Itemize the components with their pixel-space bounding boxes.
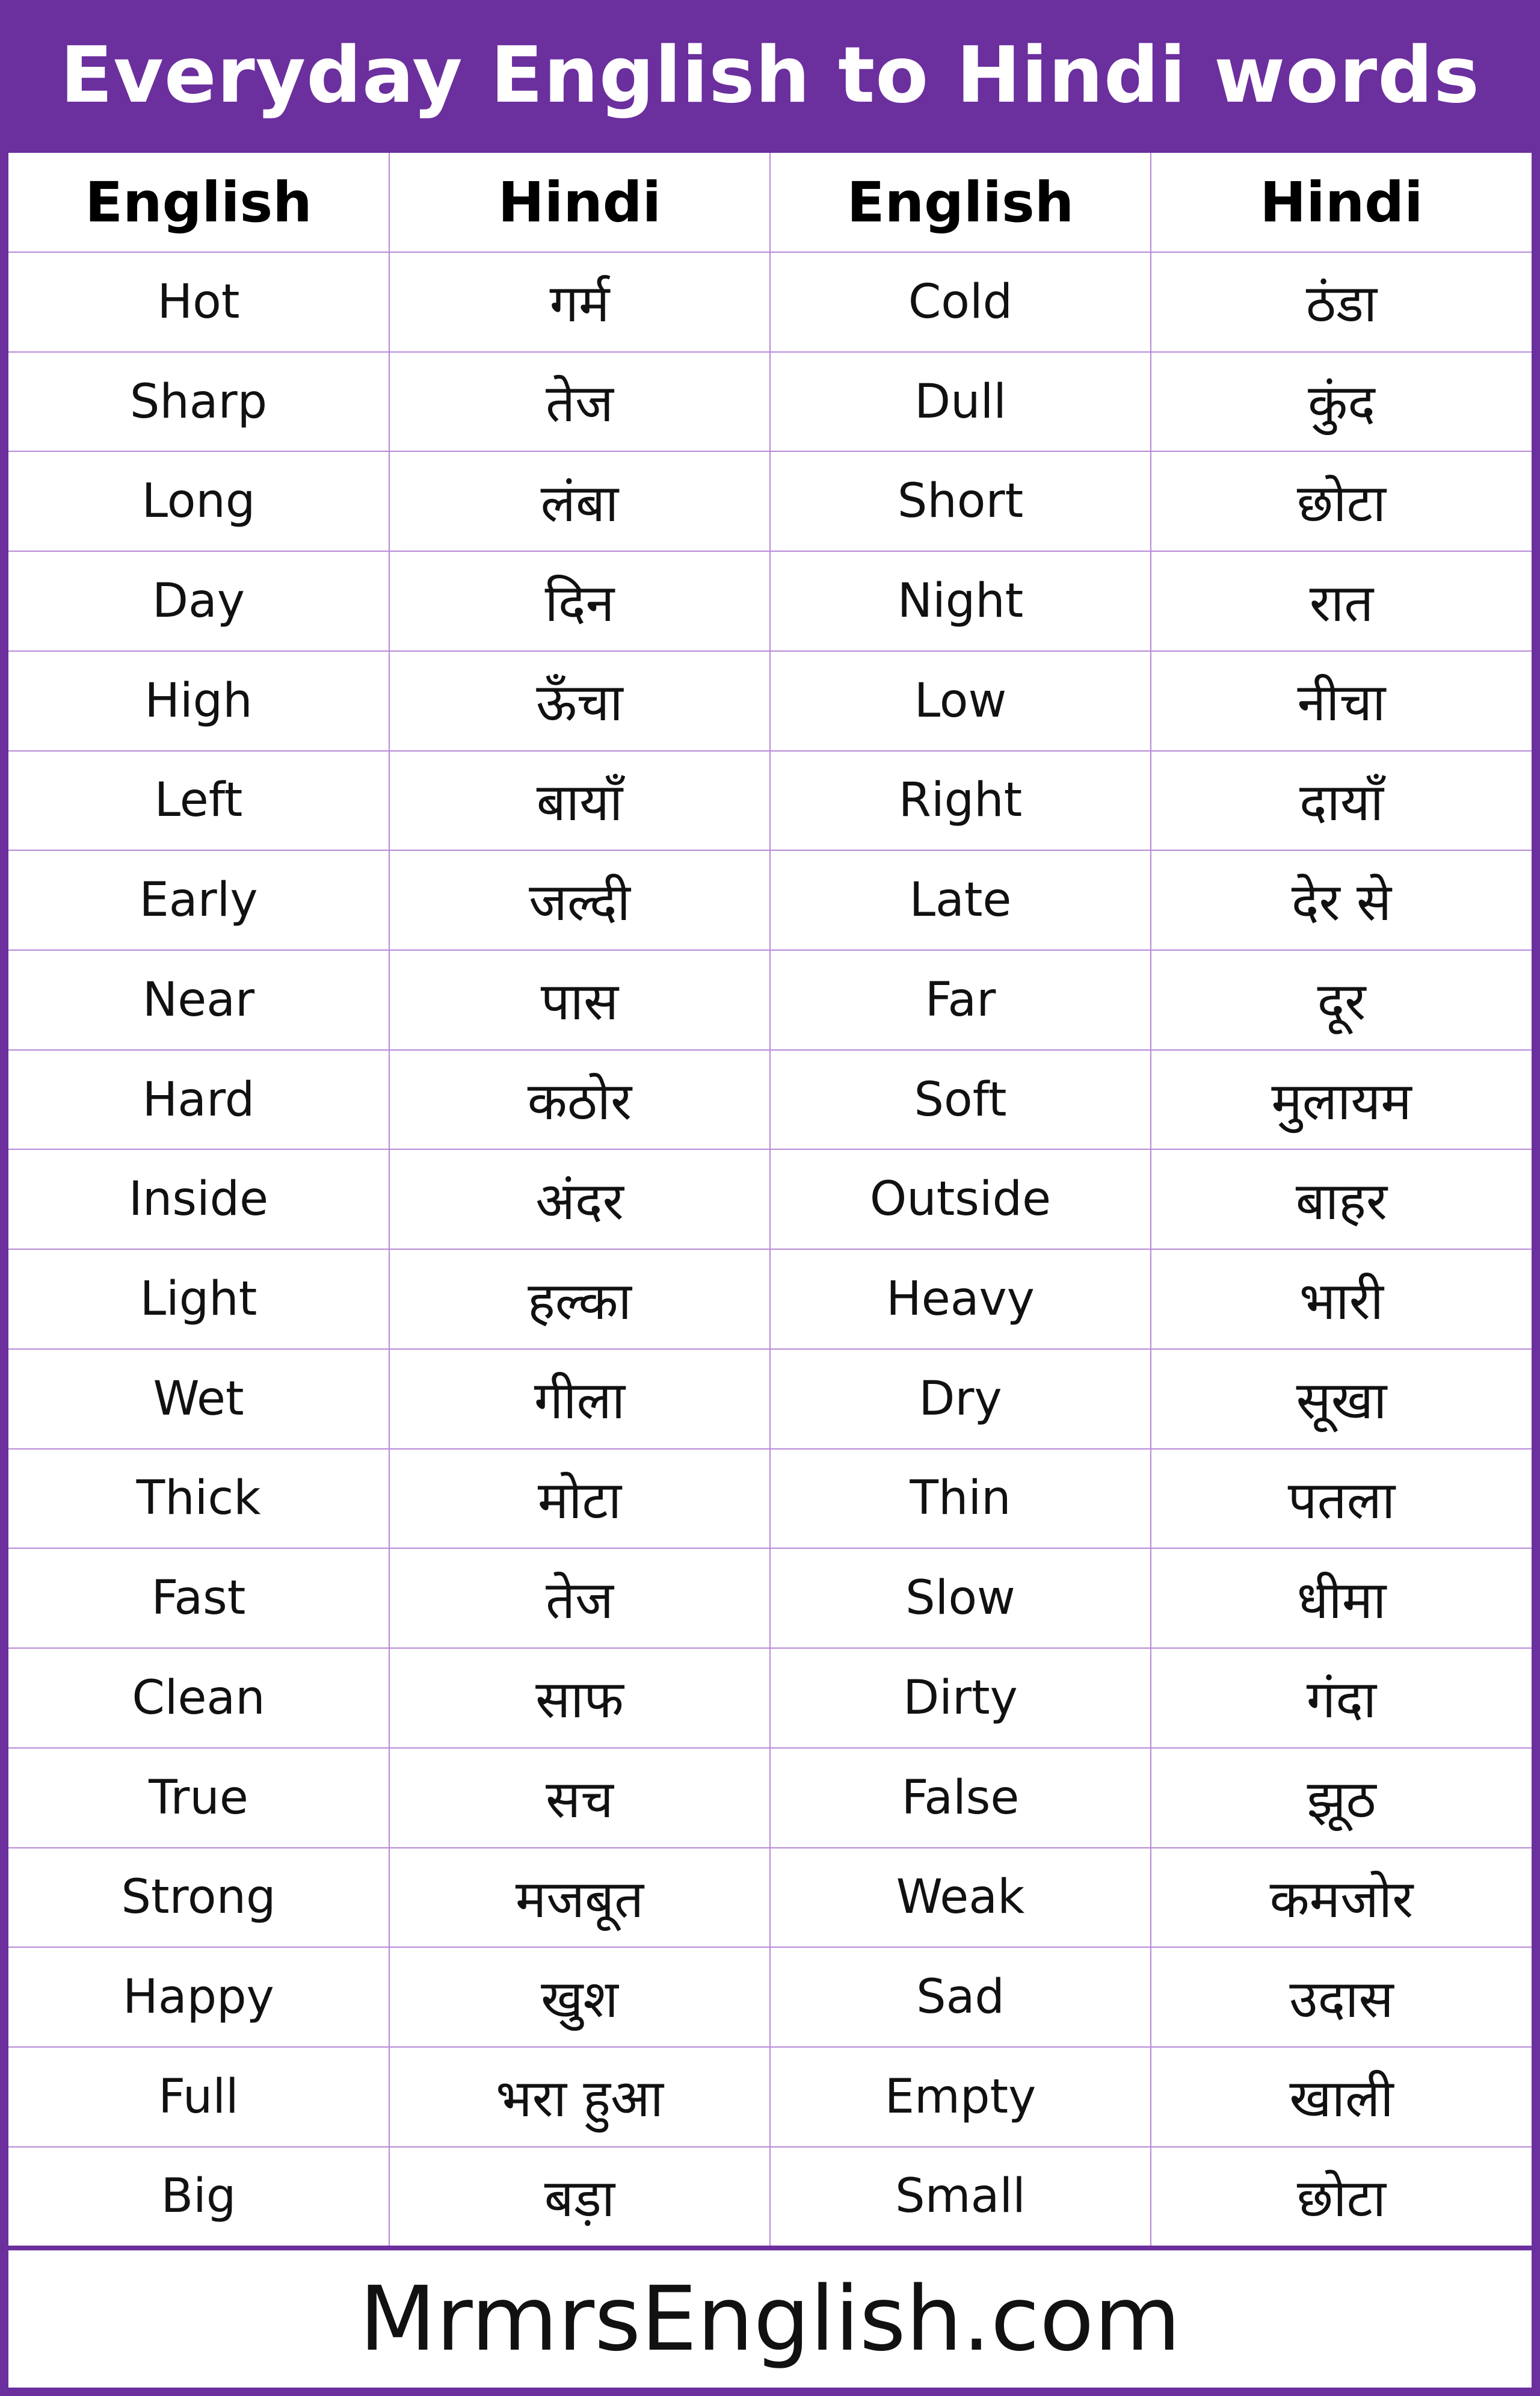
hindi-word: दायाँ (1151, 751, 1532, 851)
hindi-word: दूर (1151, 950, 1532, 1050)
hindi-word: साफ (389, 1648, 770, 1748)
header-hindi-2: Hindi (1151, 153, 1532, 252)
table-row (8, 252, 1532, 352)
english-word: Thin (770, 1449, 1151, 1549)
table-row (8, 850, 1532, 950)
english-word: Empty (770, 2047, 1151, 2147)
hindi-word: धीमा (1151, 1548, 1532, 1648)
hindi-word: गंदा (1151, 1648, 1532, 1748)
hindi-word: ठंडा (1151, 252, 1532, 352)
english-word: Dull (770, 352, 1151, 452)
table-row (8, 551, 1532, 651)
hindi-word: देर से (1151, 850, 1532, 950)
table-row (8, 1947, 1532, 2047)
header-english-1: English (8, 153, 389, 252)
english-word: True (8, 1748, 389, 1848)
english-word: Cold (770, 252, 1151, 352)
english-word: Happy (8, 1947, 389, 2047)
english-word: Full (8, 2047, 389, 2147)
table-row (8, 651, 1532, 751)
word-table (8, 153, 1532, 2246)
hindi-word: छोटा (1151, 451, 1532, 551)
table-row (8, 1149, 1532, 1249)
hindi-word: भारी (1151, 1249, 1532, 1349)
hindi-word: बड़ा (389, 2147, 770, 2246)
english-word: Short (770, 451, 1151, 551)
hindi-word: कठोर (389, 1050, 770, 1150)
table-row (8, 1449, 1532, 1549)
table-row (8, 1249, 1532, 1349)
hindi-word: बाहर (1151, 1149, 1532, 1249)
english-word: Hard (8, 1050, 389, 1150)
table-row (8, 352, 1532, 452)
table-row (8, 2147, 1532, 2246)
hindi-word: पतला (1151, 1449, 1532, 1549)
english-word: Near (8, 950, 389, 1050)
english-word: Fast (8, 1548, 389, 1648)
hindi-word: तेज (389, 352, 770, 452)
english-word: Soft (770, 1050, 1151, 1150)
english-word: Inside (8, 1149, 389, 1249)
hindi-word: खाली (1151, 2047, 1532, 2147)
english-word: Late (770, 850, 1151, 950)
hindi-word: नीचा (1151, 651, 1532, 751)
header-english-2: English (770, 153, 1151, 252)
title-banner (0, 0, 1540, 150)
english-word: High (8, 651, 389, 751)
hindi-word: मोटा (389, 1449, 770, 1549)
footer-website: MrmrsEnglish.com (359, 2267, 1181, 2371)
table-row (8, 950, 1532, 1050)
english-word: Light (8, 1249, 389, 1349)
english-word: Early (8, 850, 389, 950)
english-word: Small (770, 2147, 1151, 2246)
word-table-container (8, 153, 1532, 2246)
table-row (8, 451, 1532, 551)
english-word: Thick (8, 1449, 389, 1549)
english-word: False (770, 1748, 1151, 1848)
table-row (8, 1748, 1532, 1848)
english-word: Left (8, 751, 389, 851)
hindi-word: तेज (389, 1548, 770, 1648)
table-row (8, 2047, 1532, 2147)
hindi-word: हल्का (389, 1249, 770, 1349)
english-word: Sad (770, 1947, 1151, 2047)
english-word: Long (8, 451, 389, 551)
table-row (8, 1648, 1532, 1748)
table-row (8, 1050, 1532, 1150)
hindi-word: दिन (389, 551, 770, 651)
english-word: Day (8, 551, 389, 651)
hindi-word: जल्दी (389, 850, 770, 950)
hindi-word: खुश (389, 1947, 770, 2047)
english-word: Sharp (8, 352, 389, 452)
table-row (8, 1349, 1532, 1449)
english-word: Wet (8, 1349, 389, 1449)
hindi-word: झूठ (1151, 1748, 1532, 1848)
hindi-word: भरा हुआ (389, 2047, 770, 2147)
hindi-word: मजबूत (389, 1848, 770, 1948)
english-word: Weak (770, 1848, 1151, 1948)
hindi-word: गीला (389, 1349, 770, 1449)
hindi-word: लंबा (389, 451, 770, 551)
english-word: Strong (8, 1848, 389, 1948)
hindi-word: सूखा (1151, 1349, 1532, 1449)
hindi-word: कुंद (1151, 352, 1532, 452)
english-word: Slow (770, 1548, 1151, 1648)
header-hindi-1: Hindi (389, 153, 770, 252)
hindi-word: उदास (1151, 1947, 1532, 2047)
table-row (8, 1548, 1532, 1648)
footer-banner (8, 2250, 1532, 2388)
english-word: Heavy (770, 1249, 1151, 1349)
english-word: Big (8, 2147, 389, 2246)
english-word: Hot (8, 252, 389, 352)
table-row (8, 1848, 1532, 1948)
english-word: Night (770, 551, 1151, 651)
hindi-word: मुलायम (1151, 1050, 1532, 1150)
table-header-row (8, 153, 1532, 252)
hindi-word: अंदर (389, 1149, 770, 1249)
hindi-word: गर्म (389, 252, 770, 352)
english-word: Right (770, 751, 1151, 851)
english-word: Clean (8, 1648, 389, 1748)
hindi-word: कमजोर (1151, 1848, 1532, 1948)
english-word: Low (770, 651, 1151, 751)
hindi-word: सच (389, 1748, 770, 1848)
english-word: Far (770, 950, 1151, 1050)
hindi-word: छोटा (1151, 2147, 1532, 2246)
table-row (8, 751, 1532, 851)
english-word: Outside (770, 1149, 1151, 1249)
hindi-word: रात (1151, 551, 1532, 651)
english-word: Dirty (770, 1648, 1151, 1748)
hindi-word: बायाँ (389, 751, 770, 851)
hindi-word: ऊँचा (389, 651, 770, 751)
english-word: Dry (770, 1349, 1151, 1449)
hindi-word: पास (389, 950, 770, 1050)
page-title: Everyday English to Hindi words (60, 30, 1480, 120)
